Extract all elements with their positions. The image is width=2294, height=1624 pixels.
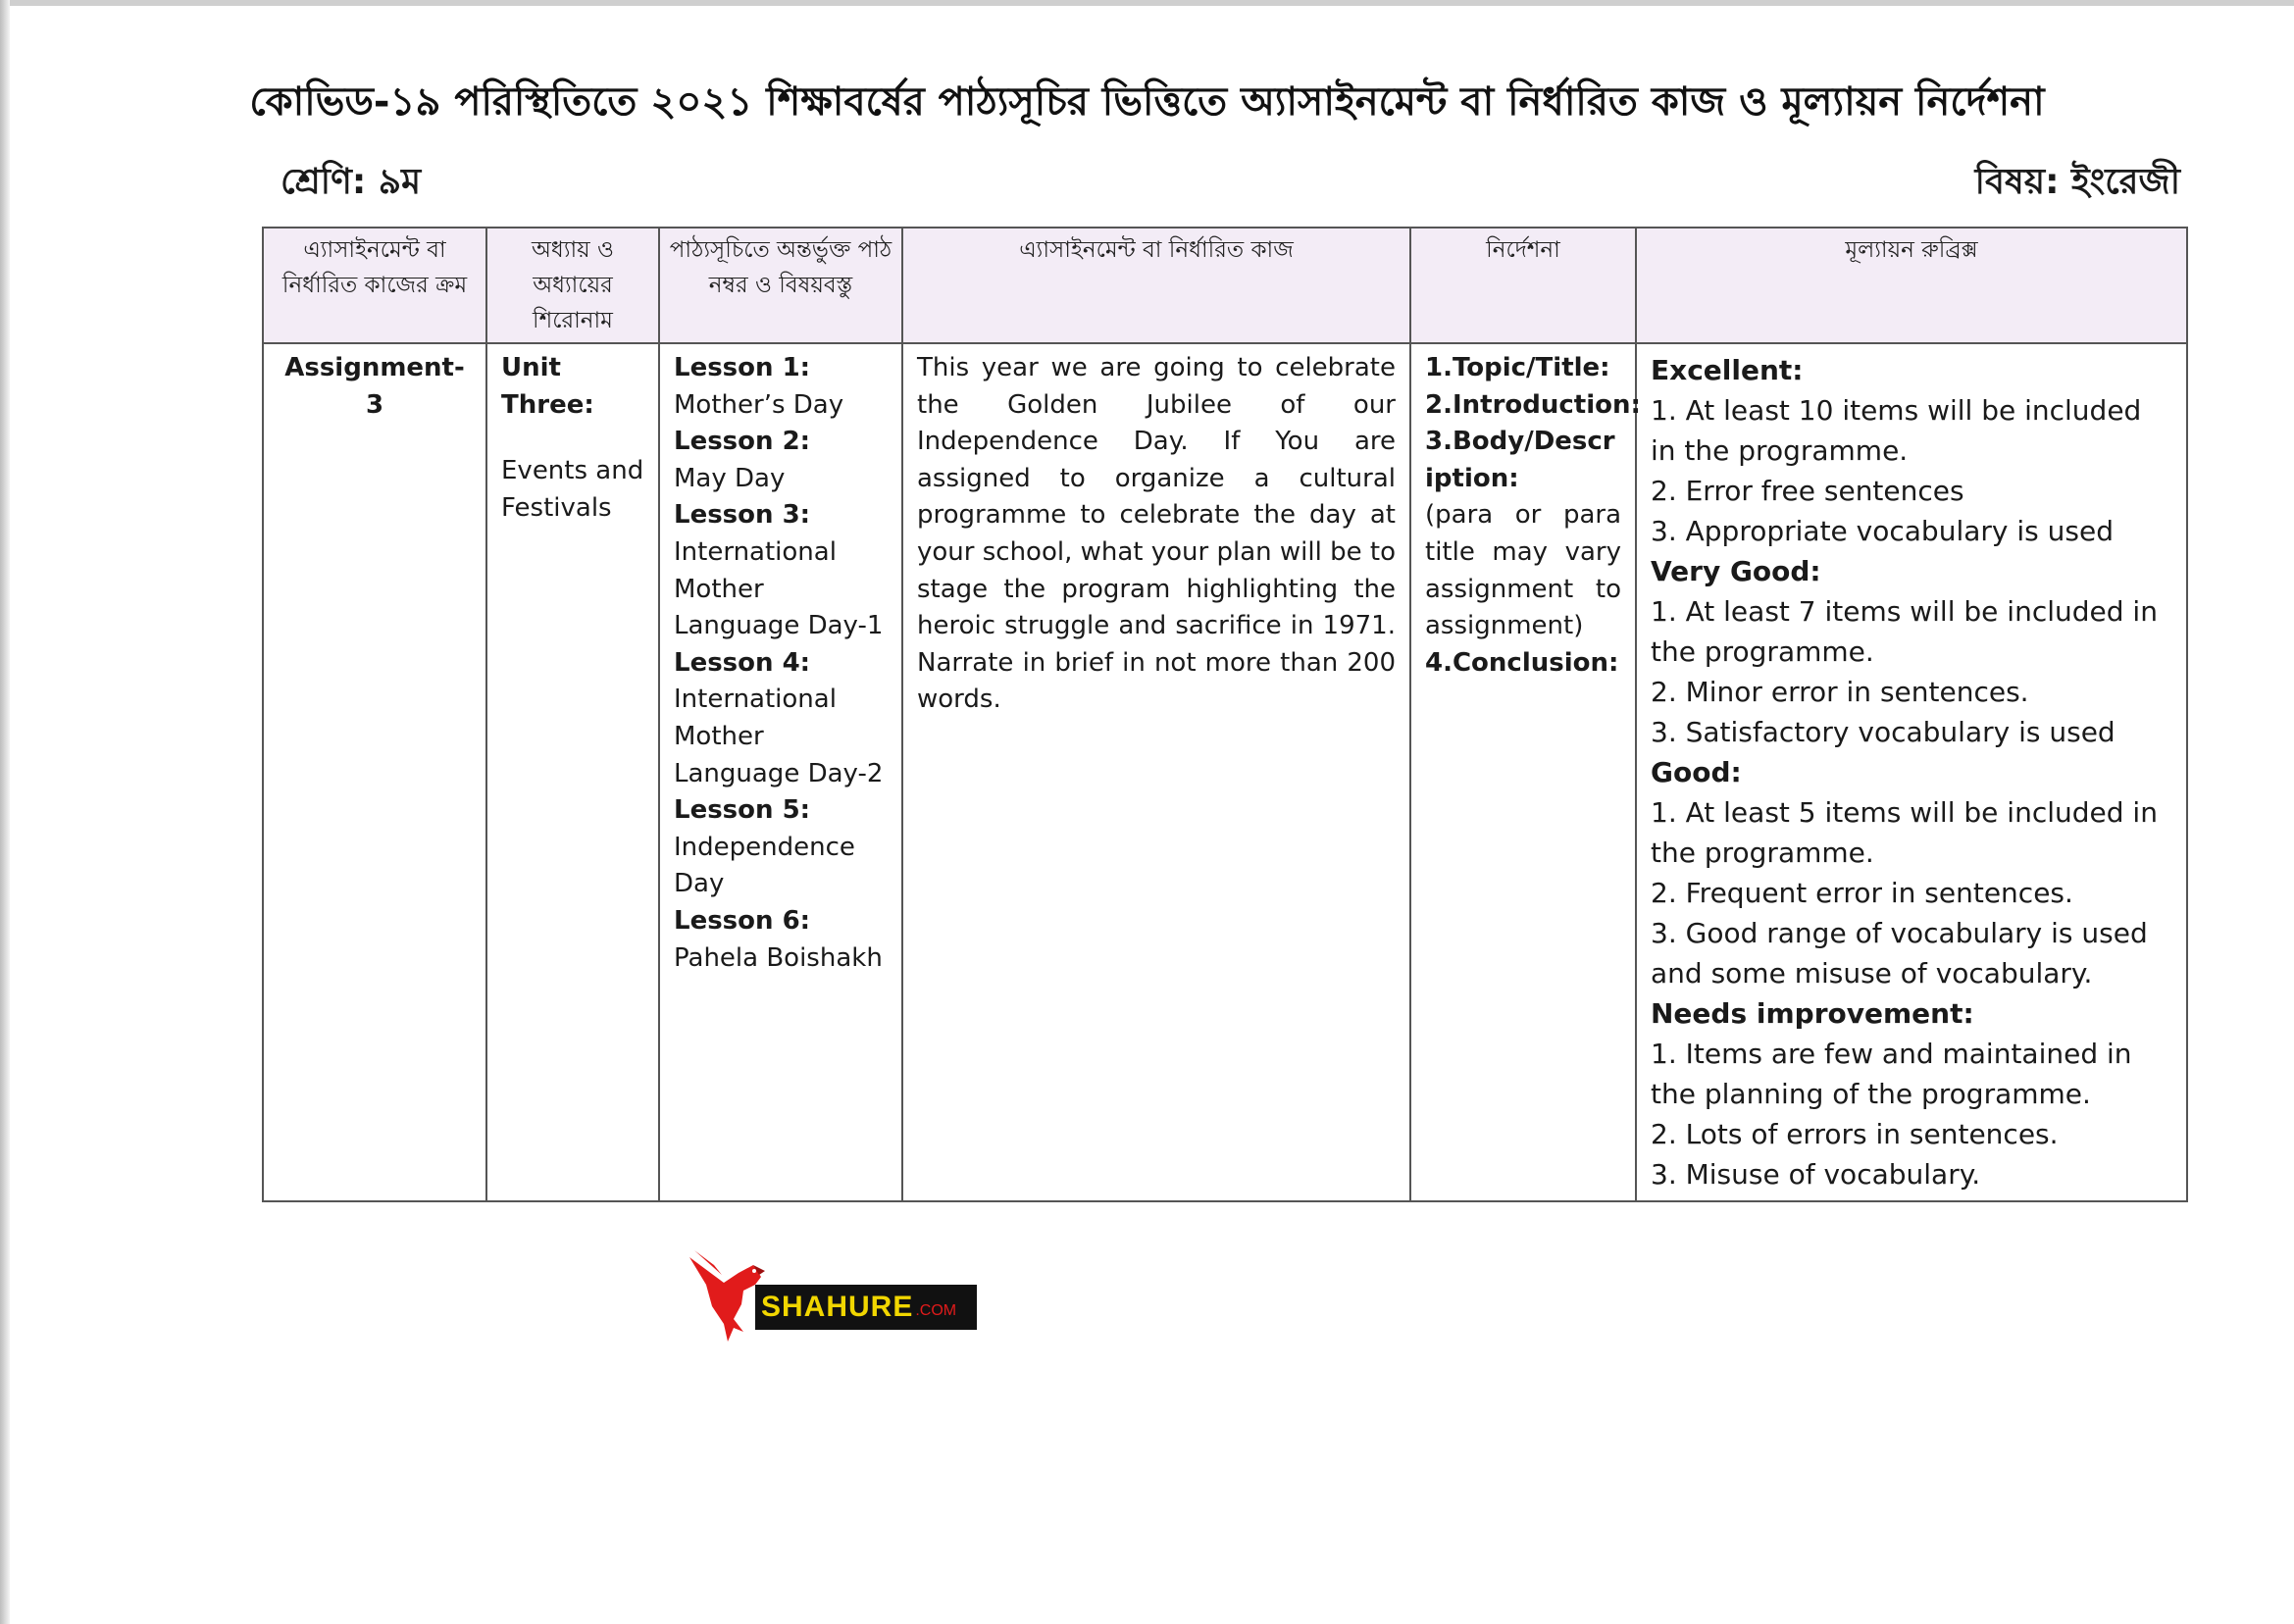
instruction-note: (para or para title may vary assignment to assignment) <box>1425 500 1621 641</box>
scan-edge-top <box>0 0 2294 6</box>
task-cell <box>902 343 1410 1201</box>
rubric-level: Very Good: <box>1651 555 1821 587</box>
instruction-topic: 1.Topic/Title: <box>1425 353 1610 382</box>
rubric-cell <box>1636 343 2187 1201</box>
rubric-item: 3. Good range of vocabulary is used and some misuse of vocabulary. <box>1651 917 2148 990</box>
rubric-item: 1. At least 5 items will be included in the programme. <box>1651 796 2158 869</box>
logo-text: SHAHURE <box>761 1291 914 1323</box>
rubric-item: 1. At least 7 items will be included in the programme. <box>1651 595 2158 668</box>
logo-banner <box>755 1285 977 1330</box>
table-header-row <box>263 228 2187 343</box>
class-label: শ্রেণি: ৯ম <box>280 162 422 202</box>
assignment-number: Assignment-3 <box>284 353 465 420</box>
lesson-label: Lesson 6: <box>674 905 811 936</box>
rubric-item: 2. Minor error in sentences. <box>1651 676 2029 708</box>
column-header: এ্যাসাইনমেন্ট বা নির্ধারিত কাজের ক্রম <box>263 228 486 343</box>
lesson-topic: Mother’s Day <box>674 389 844 420</box>
unit-title: Unit Three: <box>501 353 594 420</box>
instructions-cell <box>1410 343 1641 1201</box>
column-header: অধ্যায় ও অধ্যায়ের শিরোনাম <box>486 228 659 343</box>
lesson-label: Lesson 1: <box>674 353 811 382</box>
column-header: পাঠ্যসূচিতে অন্তর্ভুক্ত পাঠ নম্বর ও বিষয়বস্তু <box>659 228 902 343</box>
unit-cell <box>486 343 659 1201</box>
lesson-label: Lesson 2: <box>674 427 811 457</box>
instruction-intro: 2.Introduction: <box>1425 389 1641 420</box>
rubric-item: 2. Lots of errors in sentences. <box>1651 1118 2059 1150</box>
lesson-label: Lesson 3: <box>674 500 811 531</box>
shahure-logo[interactable] <box>685 1245 979 1353</box>
assignment-table <box>262 227 2188 1202</box>
lesson-topic: Independence Day <box>674 832 855 899</box>
rubric-item: 3. Appropriate vocabulary is used <box>1651 515 2114 547</box>
instruction-body: 3.Body/Description: <box>1425 427 1615 493</box>
rubric-level: Good: <box>1651 756 1742 788</box>
rubric-level: Needs improvement: <box>1651 997 1974 1030</box>
lessons-cell <box>659 343 902 1201</box>
task-text: This year we are going to celebrate the Golden Jubilee of our Independence Day. If You are assigned to organize a cultural programme to celebrate the day at your school, what your plan will be to stage the program highlighting the heroic struggle and sacrifice in 1971. Narrate in brief in not more than 200 words. <box>917 353 1396 715</box>
lesson-label: Lesson 4: <box>674 647 811 678</box>
rubric-level: Excellent: <box>1651 354 1804 386</box>
column-header: এ্যাসাইনমেন্ট বা নির্ধারিত কাজ <box>902 228 1410 343</box>
assignment-cell <box>263 343 486 1201</box>
rubric-item: 2. Frequent error in sentences. <box>1651 877 2073 909</box>
rubric-item: 3. Misuse of vocabulary. <box>1651 1158 1981 1191</box>
instruction-conclusion: 4.Conclusion: <box>1425 647 1619 678</box>
rubric-item: 1. At least 10 items will be included in the programme. <box>1651 394 2142 467</box>
subject-label: বিষয়: ইংরেজী <box>1974 162 2180 202</box>
lesson-topic: International Mother Language Day-1 <box>674 536 884 641</box>
rubric-item: 3. Satisfactory vocabulary is used <box>1651 716 2116 748</box>
rubric-item: 1. Items are few and maintained in the planning of the programme. <box>1651 1038 2132 1110</box>
column-header: নির্দেশনা <box>1410 228 1636 343</box>
lesson-topic: Pahela Boishakh <box>674 942 883 973</box>
rubric-item: 2. Error free sentences <box>1651 475 1964 507</box>
lesson-label: Lesson 5: <box>674 795 811 826</box>
lesson-topic: May Day <box>674 463 786 493</box>
logo-suffix: .COM <box>915 1302 957 1319</box>
unit-name: Events and Festivals <box>501 456 644 523</box>
scan-edge-left <box>0 0 10 1624</box>
lesson-topic: International Mother Language Day-2 <box>674 685 884 788</box>
column-header: মূল্যায়ন রুব্রিক্স <box>1636 228 2187 343</box>
table-row <box>263 343 2187 1201</box>
page-title: কোভিড-১৯ পরিস্থিতিতে ২০২১ শিক্ষাবর্ষের পাঠ্যসূচির ভিত্তিতে অ্যাসাইনমেন্ট বা নির্ধারিত কাজ ও মূল্যায়ন নির্দেশনা <box>249 79 2045 125</box>
